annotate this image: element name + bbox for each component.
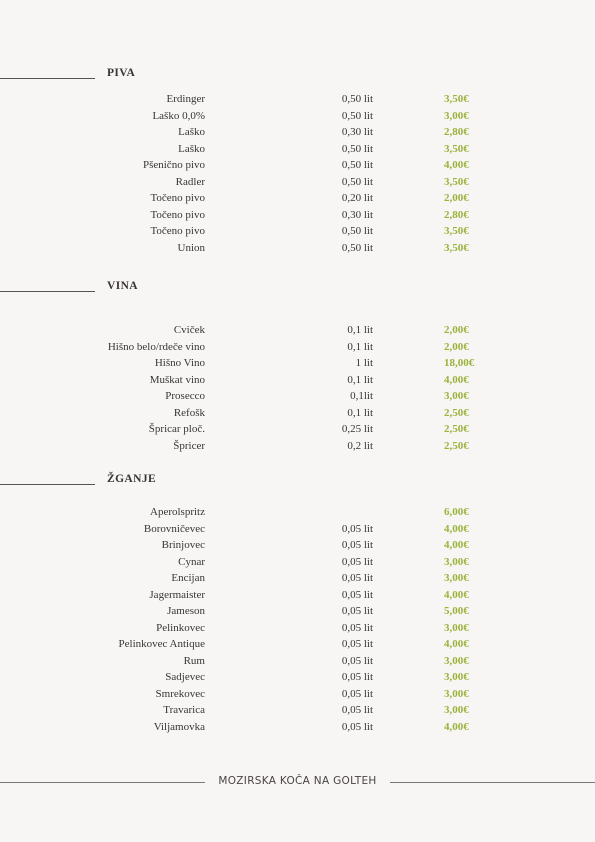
item-price: 3,00€	[444, 555, 469, 568]
item-name: Aperolspritz	[150, 506, 205, 518]
item-volume: 0,1 lit	[347, 406, 373, 419]
item-price: 2,00€	[444, 192, 469, 204]
section-rule	[0, 291, 95, 292]
item-list-vina	[0, 322, 595, 454]
list-item	[0, 240, 595, 257]
item-name: Borovničevec	[143, 522, 205, 535]
item-volume: 0,05 lit	[341, 720, 373, 733]
item-volume: 0,05 lit	[341, 605, 373, 617]
list-item	[0, 620, 595, 637]
item-name: Jameson	[167, 605, 205, 617]
item-name: Laško 0,0%	[152, 109, 205, 122]
item-price: 3,00€	[444, 687, 469, 700]
list-item	[0, 686, 595, 703]
item-volume: 0,05 lit	[341, 572, 373, 584]
section-header	[0, 280, 595, 296]
item-price: 2,50€	[444, 423, 469, 435]
section-vina	[0, 280, 595, 296]
item-volume: 0,30 lit	[341, 126, 373, 138]
item-name: Rum	[183, 654, 205, 667]
item-volume: 0,1 lit	[347, 373, 373, 386]
item-name: Špricar ploč.	[148, 423, 205, 435]
item-price: 18,00€	[444, 357, 475, 369]
item-volume: 1 lit	[355, 357, 373, 369]
item-name: Laško	[178, 126, 205, 138]
list-item	[0, 554, 595, 571]
list-item	[0, 504, 595, 521]
section-header	[0, 67, 595, 83]
footer-rule-left	[0, 782, 205, 783]
item-price: 3,00€	[444, 572, 469, 584]
item-name: Erdinger	[166, 93, 205, 105]
item-volume: 0,2 lit	[347, 439, 373, 452]
item-price: 3,50€	[444, 175, 469, 188]
item-price: 3,50€	[444, 225, 469, 237]
item-name: Pšenično pivo	[142, 159, 205, 171]
item-volume: 0,50 lit	[341, 175, 373, 188]
list-item	[0, 702, 595, 719]
item-price: 2,80€	[444, 208, 469, 221]
item-volume: 0,05 lit	[341, 671, 373, 683]
item-price: 2,00€	[444, 324, 469, 336]
section-rule	[0, 484, 95, 485]
item-volume: 0,20 lit	[341, 192, 373, 204]
list-item	[0, 421, 595, 438]
item-name: Hišno belo/rdeče vino	[107, 340, 205, 353]
section-header	[0, 473, 595, 489]
section-title: ŽGANJE	[107, 473, 157, 485]
item-name: Refošk	[173, 406, 205, 419]
item-volume: 0,05 lit	[341, 621, 373, 634]
list-item	[0, 570, 595, 587]
list-item	[0, 355, 595, 372]
item-name: Točeno pivo	[150, 192, 205, 204]
item-volume: 0,50 lit	[341, 109, 373, 122]
item-name: Muškat vino	[149, 373, 205, 386]
item-list-piva	[0, 91, 595, 256]
footer	[0, 775, 595, 793]
item-name: Travarica	[163, 704, 205, 716]
item-name: Smrekovec	[155, 687, 205, 700]
item-name: Radler	[175, 175, 205, 188]
list-item	[0, 339, 595, 356]
item-volume: 0,05 lit	[341, 638, 373, 650]
list-item	[0, 141, 595, 158]
item-price: 3,00€	[444, 390, 469, 402]
item-name: Hišno Vino	[154, 357, 205, 369]
list-item	[0, 653, 595, 670]
list-item	[0, 587, 595, 604]
item-name: Encijan	[171, 572, 205, 584]
item-price: 6,00€	[444, 506, 469, 518]
item-price: 4,00€	[444, 539, 469, 551]
list-item	[0, 207, 595, 224]
list-item	[0, 322, 595, 339]
item-name: Pelinkovec	[156, 621, 205, 634]
list-item	[0, 108, 595, 125]
item-list-zganje	[0, 504, 595, 735]
item-volume: 0,1 lit	[347, 340, 373, 353]
list-item	[0, 405, 595, 422]
list-item	[0, 719, 595, 736]
section-title: PIVA	[107, 67, 136, 79]
item-price: 3,50€	[444, 142, 469, 155]
item-price: 4,00€	[444, 588, 469, 601]
list-item	[0, 537, 595, 554]
item-volume: 0,30 lit	[341, 208, 373, 221]
section-piva	[0, 67, 595, 83]
item-name: Cynar	[178, 555, 205, 568]
item-price: 4,00€	[444, 373, 469, 386]
item-name: Sadjevec	[165, 671, 205, 683]
item-volume: 0,05 lit	[341, 555, 373, 568]
list-item	[0, 521, 595, 538]
section-zganje	[0, 473, 595, 489]
list-item	[0, 372, 595, 389]
item-volume: 0,05 lit	[341, 687, 373, 700]
item-name: Brinjovec	[161, 539, 205, 551]
item-volume: 0,50 lit	[341, 159, 373, 171]
item-price: 5,00€	[444, 605, 469, 617]
list-item	[0, 124, 595, 141]
item-volume: 0,05 lit	[341, 522, 373, 535]
item-name: Laško	[178, 142, 205, 155]
item-price: 4,00€	[444, 638, 469, 650]
item-name: Točeno pivo	[150, 208, 205, 221]
list-item	[0, 438, 595, 455]
item-price: 3,50€	[444, 93, 469, 105]
section-title: VINA	[107, 280, 138, 292]
item-price: 3,00€	[444, 621, 469, 634]
list-item	[0, 190, 595, 207]
list-item	[0, 636, 595, 653]
item-name: Točeno pivo	[150, 225, 205, 237]
item-volume: 0,50 lit	[341, 225, 373, 237]
list-item	[0, 388, 595, 405]
item-name: Union	[177, 241, 205, 254]
item-name: Špricer	[173, 439, 205, 452]
item-volume: 0,25 lit	[341, 423, 373, 435]
item-volume: 0,1lit	[350, 390, 373, 402]
item-volume: 0,05 lit	[341, 588, 373, 601]
item-name: Pelinkovec Antique	[118, 638, 205, 650]
item-price: 2,50€	[444, 439, 469, 452]
item-price: 3,50€	[444, 241, 469, 254]
item-name: Viljamovka	[153, 720, 205, 733]
item-price: 4,00€	[444, 522, 469, 535]
item-volume: 0,50 lit	[341, 93, 373, 105]
item-price: 3,00€	[444, 671, 469, 683]
item-volume: 0,1 lit	[347, 324, 373, 336]
item-price: 3,00€	[444, 109, 469, 122]
item-price: 2,80€	[444, 126, 469, 138]
list-item	[0, 223, 595, 240]
item-price: 2,00€	[444, 340, 469, 353]
item-price: 3,00€	[444, 704, 469, 716]
list-item	[0, 603, 595, 620]
item-price: 3,00€	[444, 654, 469, 667]
list-item	[0, 91, 595, 108]
item-name: Jagermaister	[149, 588, 205, 601]
item-volume: 0,05 lit	[341, 654, 373, 667]
item-volume: 0,50 lit	[341, 142, 373, 155]
item-volume: 0,05 lit	[341, 539, 373, 551]
item-price: 4,00€	[444, 720, 469, 733]
item-name: Prosecco	[165, 390, 205, 402]
item-volume: 0,50 lit	[341, 241, 373, 254]
item-volume: 0,05 lit	[341, 704, 373, 716]
section-rule	[0, 78, 95, 79]
list-item	[0, 669, 595, 686]
item-price: 2,50€	[444, 406, 469, 419]
item-name: Cviček	[173, 324, 205, 336]
list-item	[0, 174, 595, 191]
footer-text: MOZIRSKA KOČA NA GOLTEH	[218, 775, 377, 787]
item-price: 4,00€	[444, 159, 469, 171]
list-item	[0, 157, 595, 174]
footer-rule-right	[390, 782, 595, 783]
